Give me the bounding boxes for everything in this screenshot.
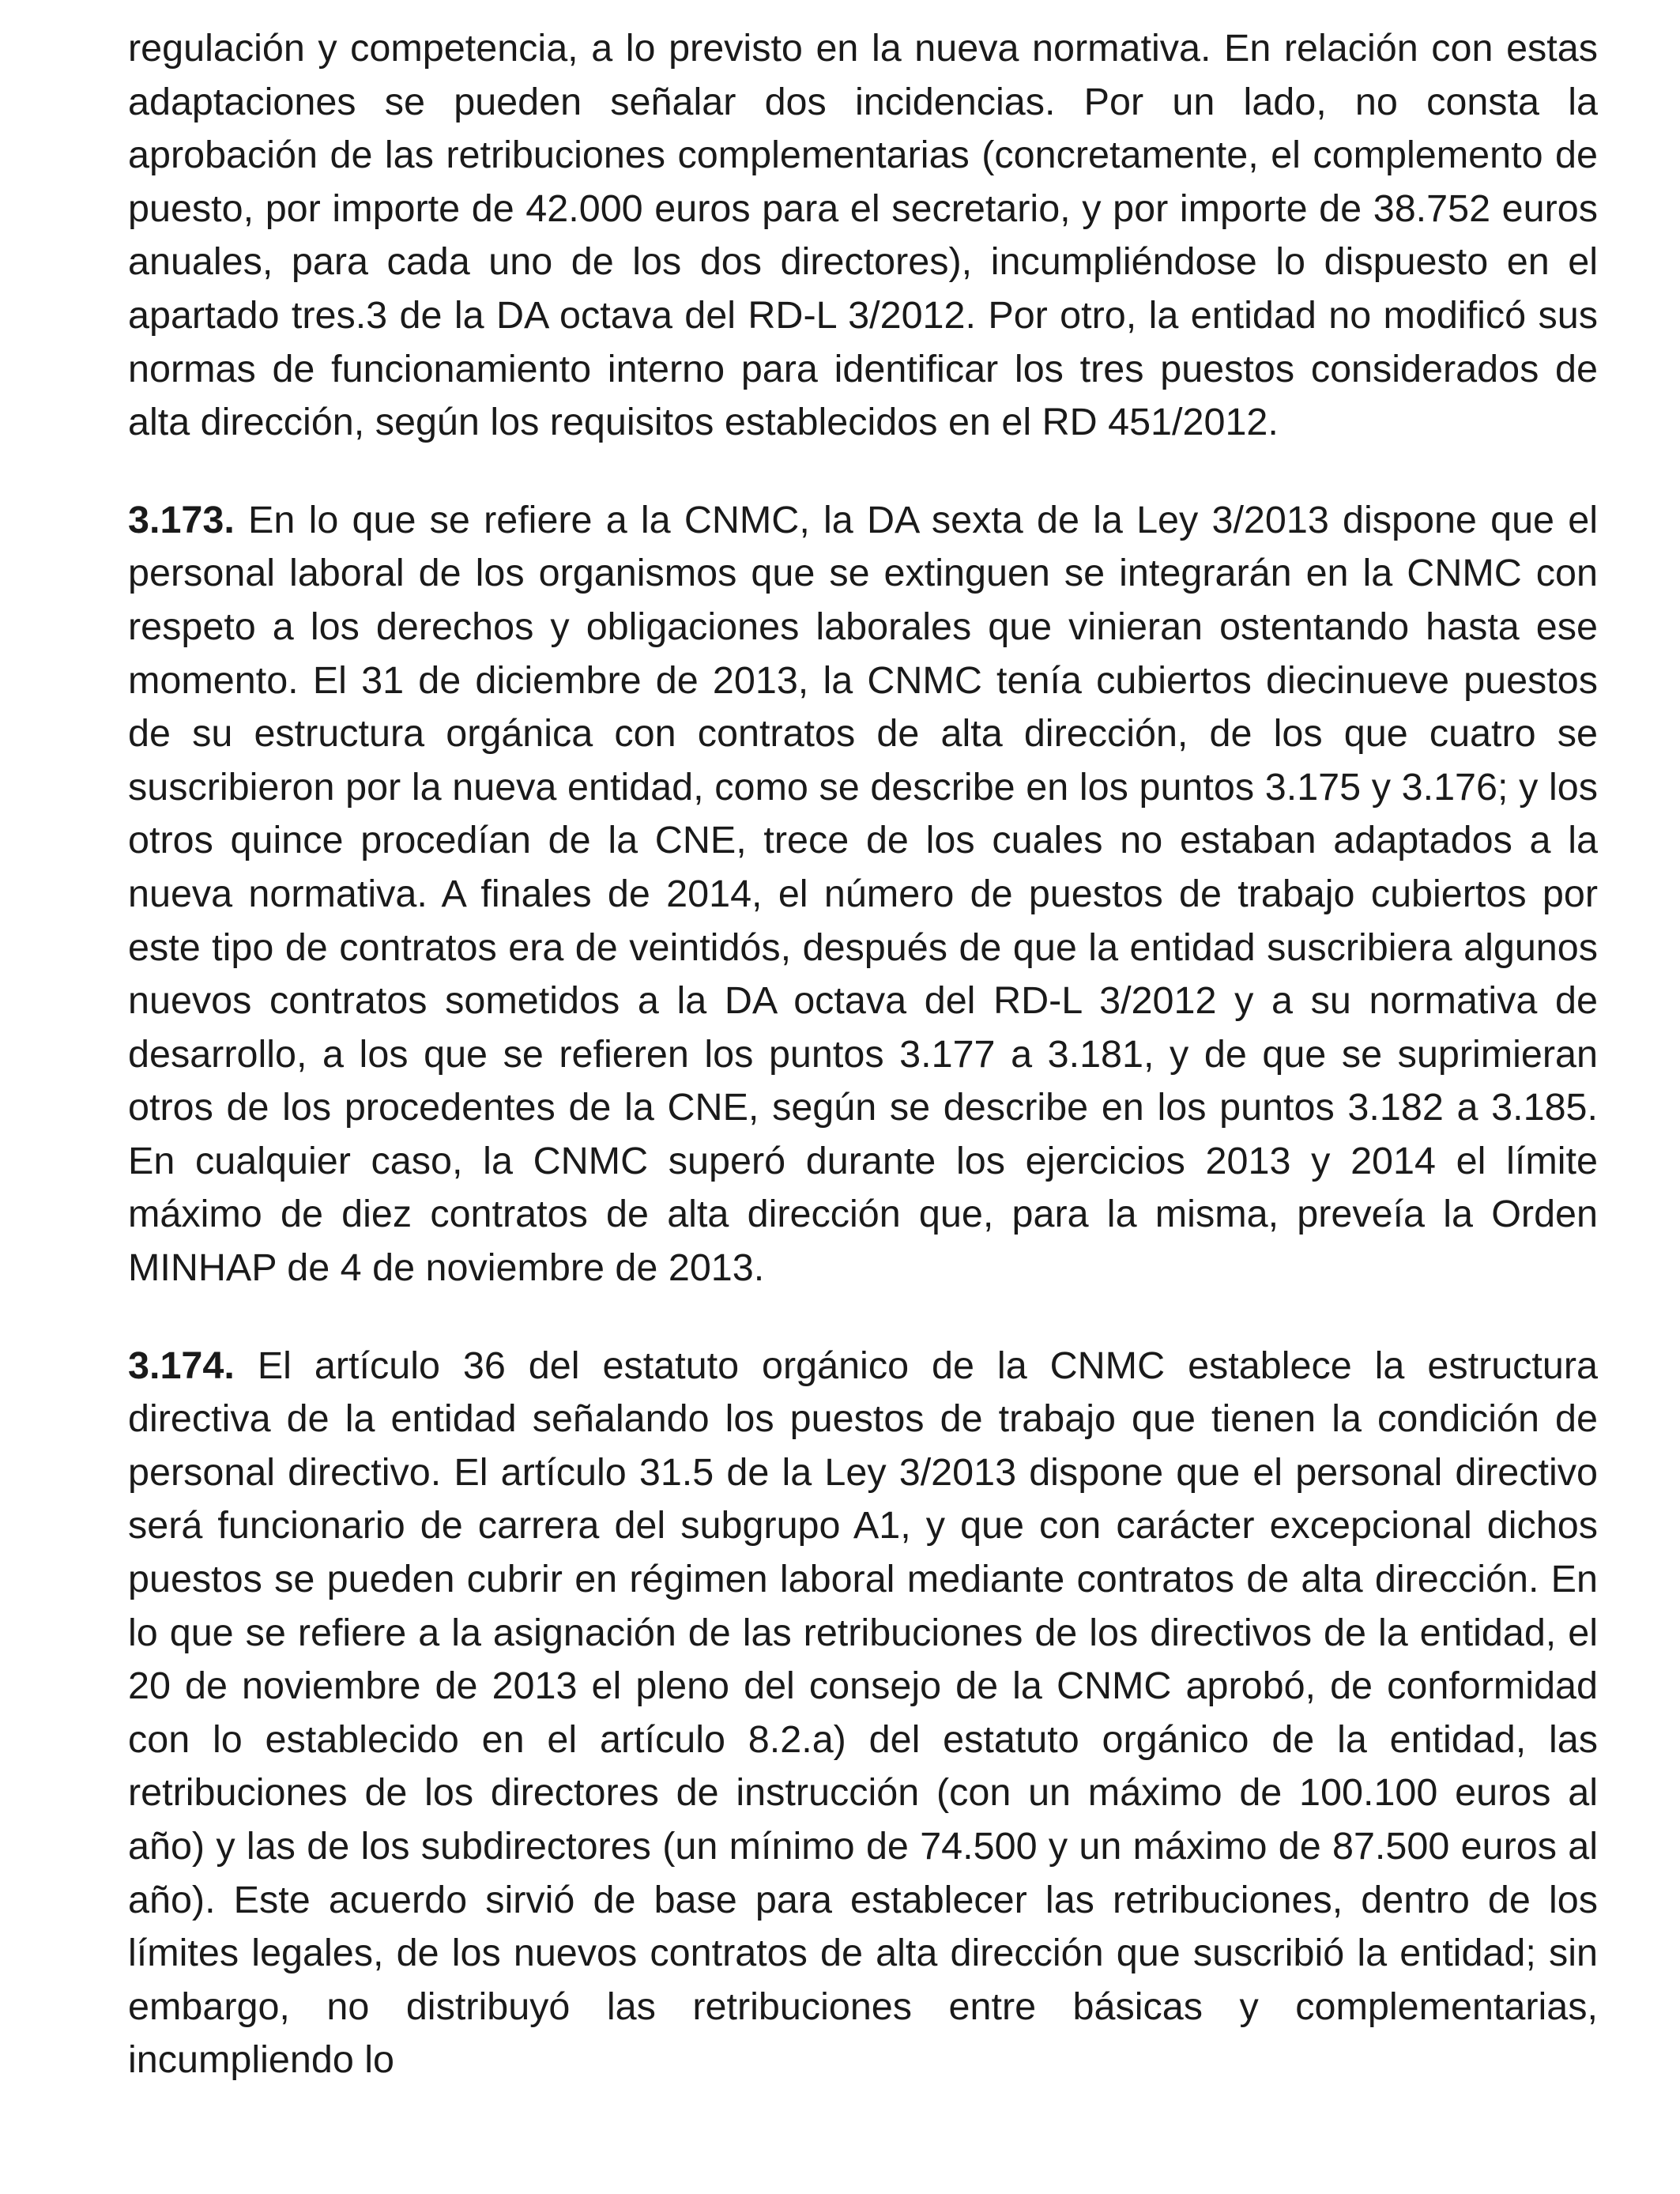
paragraph-number: 3.173.: [128, 498, 235, 541]
paragraph-text: regulación y competencia, a lo previsto en la nueva normativa. En relación con estas adaptaciones se pueden señalar dos incidencias. Por un lado, no consta la aprobación de las retribuciones complementarias (concretamente, el complemento de puesto, por importe de 42.000 euros para el secretario, y por importe de 38.752 euros anuales, para cada uno de los dos directores), incumpliéndose lo dispuesto en el apartado tres.3 de la DA octava del RD-L 3/2012. Por otro, la entidad no modificó sus normas de funcionamiento interno para identificar los tres puestos considerados de alta dirección, según los requisitos establecidos en el RD 451/2012.: [128, 27, 1598, 444]
paragraph-text: El artículo 36 del estatuto orgánico de la CNMC establece la estructura directiva de la entidad señalando los puestos de trabajo que tienen la condición de personal directivo. El artículo 31.5 de la Ley 3/2013 dispone que el personal directivo será funcionario de carrera del subgrupo A1, y que con carácter excepcional dichos puestos se pueden cubrir en régimen laboral mediante contratos de alta dirección. En lo que se refiere a la asignación de las retribuciones de los directivos de la entidad, el 20 de noviembre de 2013 el pleno del consejo de la CNMC aprobó, de conformidad con lo establecido en el artículo 8.2.a) del estatuto orgánico de la entidad, las retribuciones de los directores de instrucción (con un máximo de 100.100 euros al año) y las de los subdirectores (un mínimo de 74.500 y un máximo de 87.500 euros al año). Este acuerdo sirvió de base para establecer las retribuciones, dentro de los límites legales, de los nuevos contratos de alta dirección que suscribió la entidad; sin embargo, no distribuyó las retribuciones entre básicas y complementarias, incumpliendo lo: [128, 1344, 1598, 2082]
paragraph-3-174: [128, 1340, 1598, 2087]
document-page: [128, 22, 1598, 2132]
paragraph-text: En lo que se refiere a la CNMC, la DA sexta de la Ley 3/2013 dispone que el personal laboral de los organismos que se extinguen se integrarán en la CNMC con respeto a los derechos y obligaciones laborales que vinieran ostentando hasta ese momento. El 31 de diciembre de 2013, la CNMC tenía cubiertos diecinueve puestos de su estructura orgánica con contratos de alta dirección, de los que cuatro se suscribieron por la nueva entidad, como se describe en los puntos 3.175 y 3.176; y los otros quince procedían de la CNE, trece de los cuales no estaban adaptados a la nueva normativa. A finales de 2014, el número de puestos de trabajo cubiertos por este tipo de contratos era de veintidós, después de que la entidad suscribiera algunos nuevos contratos sometidos a la DA octava del RD-L 3/2012 y a su normativa de desarrollo, a los que se refieren los puntos 3.177 a 3.181, y de que se suprimieran otros de los procedentes de la CNE, según se describe en los puntos 3.182 a 3.185. En cualquier caso, la CNMC superó durante los ejercicios 2013 y 2014 el límite máximo de diez contratos de alta dirección que, para la misma, preveía la Orden MINHAP de 4 de noviembre de 2013.: [128, 498, 1598, 1290]
paragraph-3-173: [128, 494, 1598, 1295]
paragraph-number: 3.174.: [128, 1344, 235, 1387]
paragraph-continuation: [128, 22, 1598, 450]
